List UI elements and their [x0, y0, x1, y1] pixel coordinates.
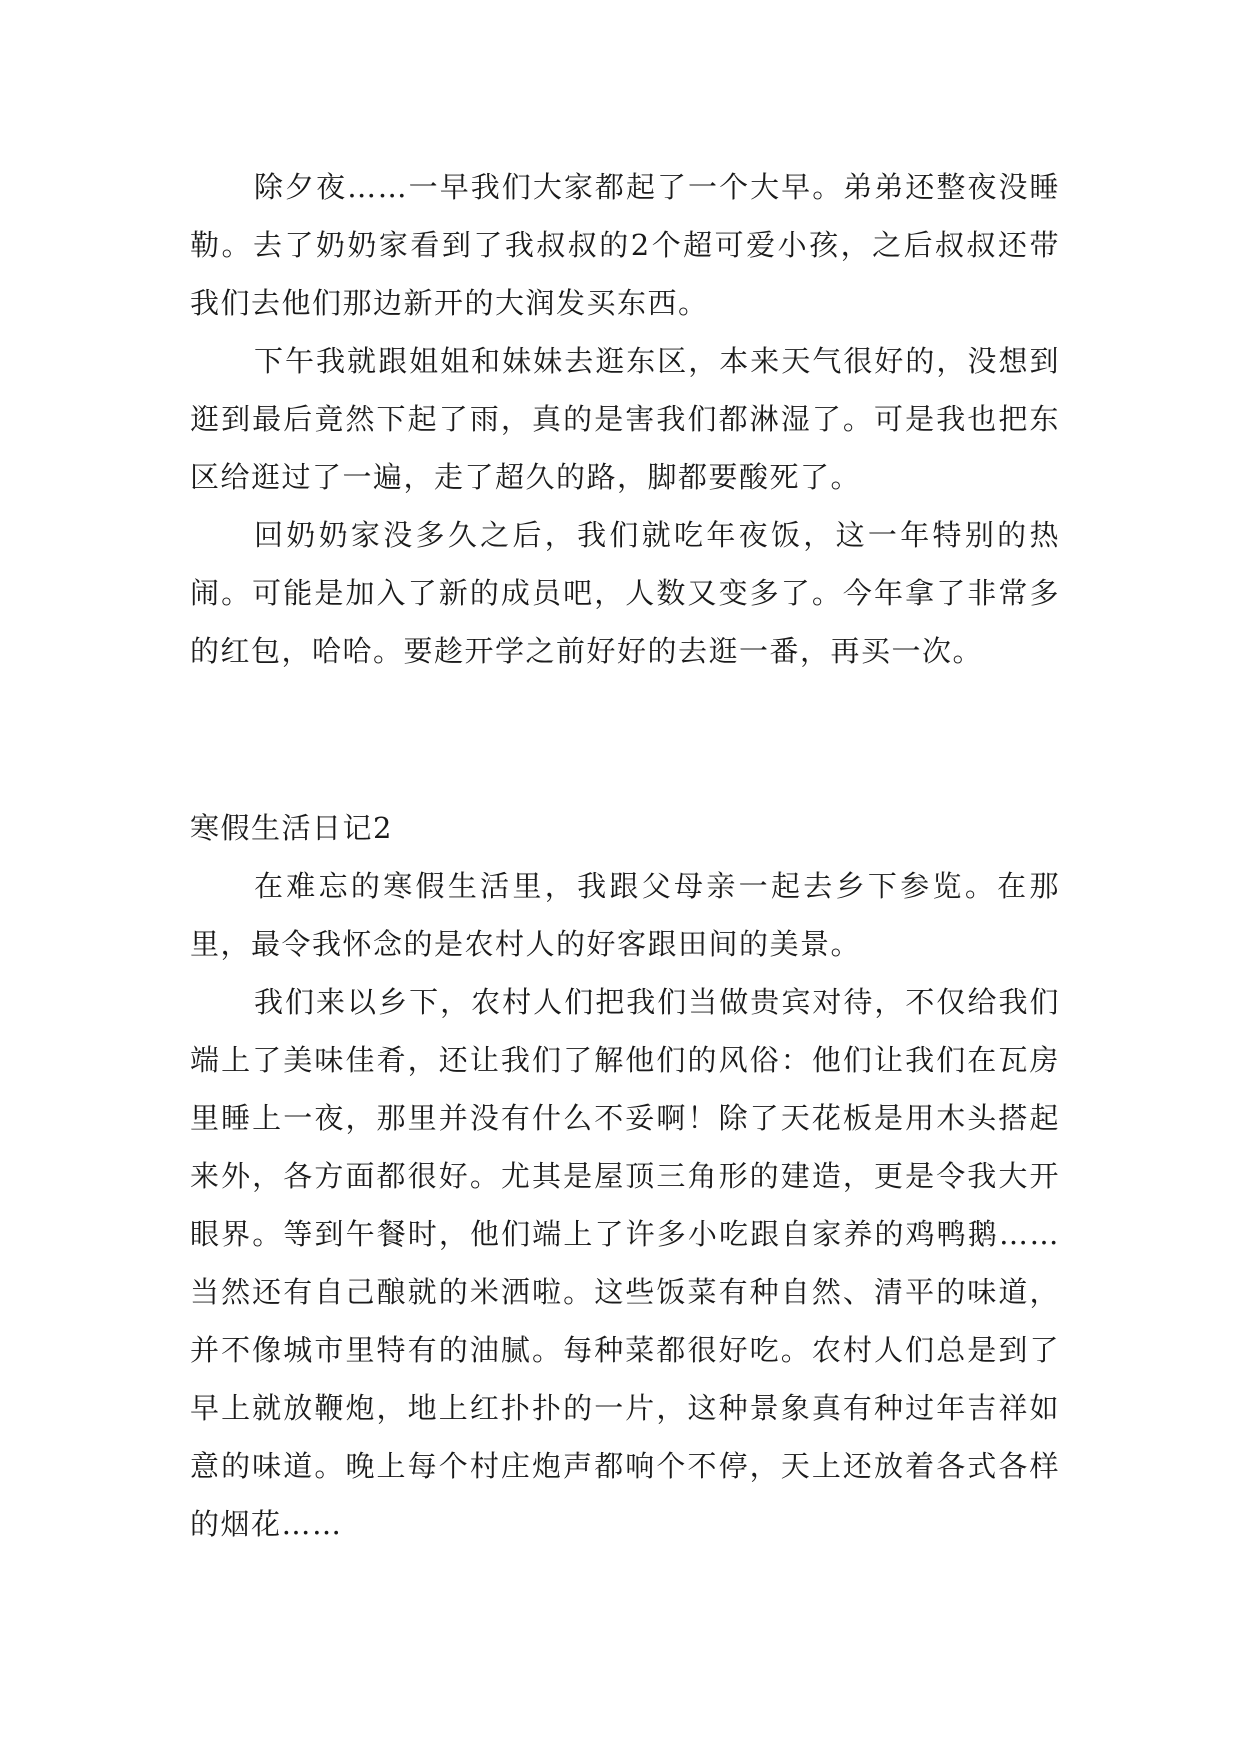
paragraph: 我们来以乡下，农村人们把我们当做贵宾对待，不仅给我们端上了美味佳肴，还让我们了解他们的风俗：他们让我们在瓦房里睡上一夜，那里并没有什么不妥啊！除了天花板是用木头搭起来外，各方面都很好。尤其是屋顶三角形的建造，更是令我大开眼界。等到午餐时，他们端上了许多小吃跟自家养的鸡鸭鹅……当然还有自己酿就的米洒啦。这些饭菜有种自然、清平的味道，并不像城市里特有的油腻。每种菜都很好吃。农村人们总是到了早上就放鞭炮，地上红扑扑的一片，这种景象真有种过年吉祥如意的味道。晚上每个村庄炮声都响个不停，天上还放着各式各样的烟花…… [190, 985, 1060, 1541]
paragraph: 回奶奶家没多久之后，我们就吃年夜饭，这一年特别的热闹。可能是加入了新的成员吧，人数又变多了。今年拿了非常多的红包，哈哈。要趁开学之前好好的去逛一番，再买一次。 [190, 518, 1060, 668]
paragraph: 下午我就跟姐姐和妹妹去逛东区，本来天气很好的，没想到逛到最后竟然下起了雨，真的是害我们都淋湿了。可是我也把东区给逛过了一遍，走了超久的路，脚都要酸死了。 [190, 344, 1060, 494]
section-heading: 寒假生活日记2 [190, 811, 393, 845]
diary-entry-1 [190, 158, 1060, 680]
paragraph: 除夕夜……一早我们大家都起了一个大早。弟弟还整夜没睡勒。去了奶奶家看到了我叔叔的2个超可爱小孩，之后叔叔还带我们去他们那边新开的大润发买东西。 [190, 170, 1060, 320]
paragraph: 在难忘的寒假生活里，我跟父母亲一起去乡下参览。在那里，最令我怀念的是农村人的好客跟田间的美景。 [190, 869, 1060, 961]
diary-entry-2 [190, 799, 1060, 1553]
